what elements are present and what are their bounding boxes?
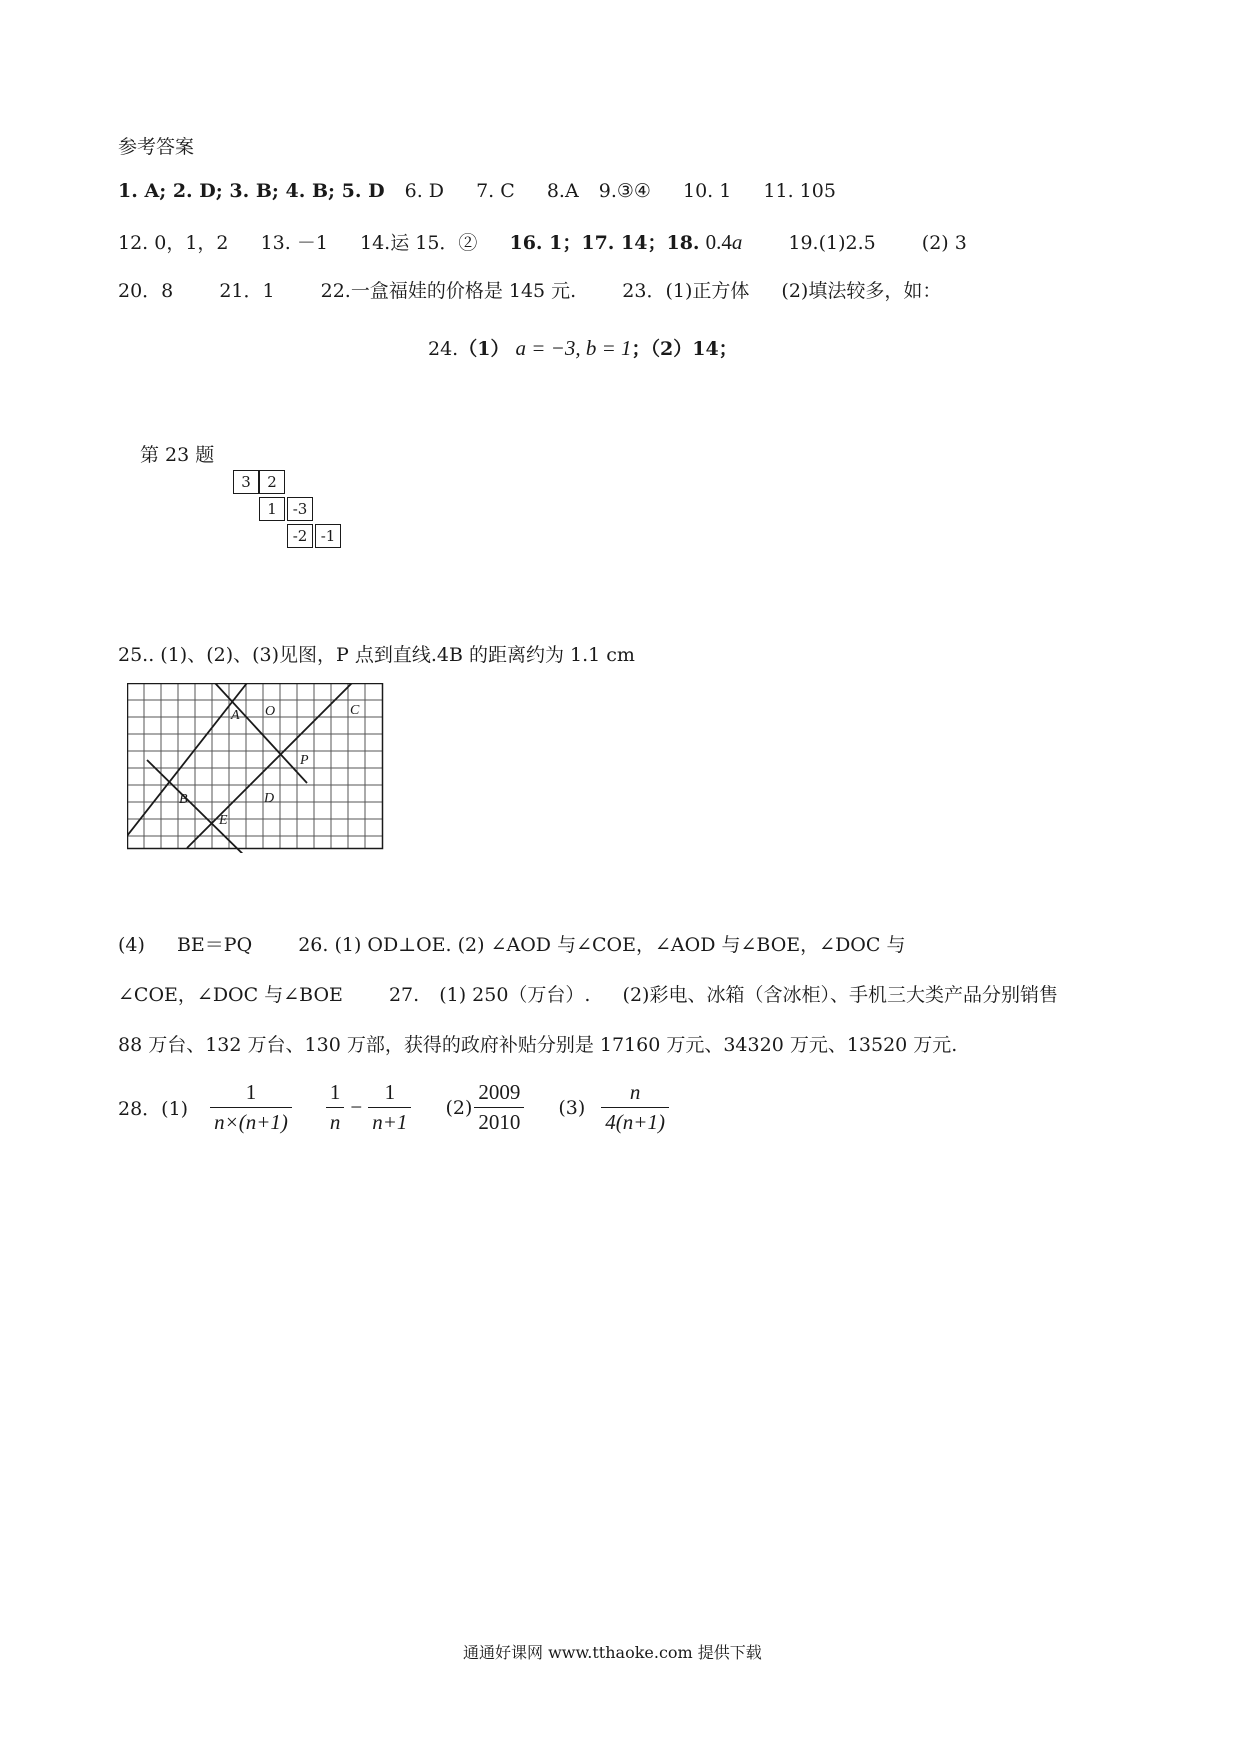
answer-23-2: (2)填法较多，如： [781,280,942,302]
answer-11: 11. 105 [763,180,836,202]
answer-26-cont: ∠COE，∠DOC 与∠BOE [118,984,343,1006]
answer-25-4: BE＝PQ [176,934,253,956]
answers-line-1 [118,180,836,202]
answer-28-part3-label: (3) [558,1096,586,1119]
answer-24-part1-label: （1） [458,338,510,360]
answer-26: 26. (1) OD⊥OE. (2) ∠AOD 与∠COE，∠AOD 与∠BOE，∠DOC 与 [298,934,906,956]
cube-net-cell: -2 [287,524,313,548]
answers-line-4 [428,334,738,361]
page-footer: 通通好课网 www.tthaoke.com 提供下载 [463,1643,762,1662]
answers-16-18: 16. 1；17. 14；18. [509,232,700,254]
answer-26-line [118,930,905,957]
answer-24-equation: a = −3, b = 1 [515,336,632,360]
answers-line-2 [118,228,967,255]
answer-28-prefix: 28．(1) [118,1098,189,1120]
answer-14-15: 14.运 15．② [359,232,478,254]
answer-18-variable: a [731,230,743,254]
cube-net-cell: 1 [259,497,285,521]
fraction-4: $\frac{2009}{2010}$ [474,1080,524,1135]
answer-6: 6. D [404,180,445,202]
answer-19-1: 19.(1)2.5 [788,232,876,254]
cube-net-cell: -3 [287,497,313,521]
answer-21: 21．1 [219,280,275,302]
grid-label-a: A [231,708,240,723]
answers-1-5: 1. A; 2. D; 3. B; 4. B; 5. D [118,180,385,202]
fraction-1: $\frac{1}{n\times(n+1)}$ [210,1080,292,1135]
fraction-5: $\frac{n}{4(n+1)}$ [601,1080,669,1135]
fraction-2: $\frac{1}{n}$ [326,1080,345,1135]
answer-13: 13. －1 [260,232,328,254]
cube-net [233,470,353,554]
answer-10: 10. 1 [683,180,732,202]
answer-28-part2-label: (2) [445,1096,473,1119]
answer-27-1: (1) 250（万台）. [439,984,591,1006]
answer-24-number: 24. [428,338,459,360]
line-through-b-e [147,760,252,853]
fraction-3: $\frac{1}{n+1}$ [368,1080,411,1135]
grid-label-b: B [179,792,188,807]
answer-28 [118,1080,675,1135]
answer-27-number: 27. [388,984,420,1006]
answer-25-4-label: (4) [118,934,145,956]
grid-figure [127,683,387,853]
answer-27-line [118,980,1058,1007]
answer-9: 9.③④ [598,180,651,202]
answer-23-1: 23．(1)正方体 [622,280,750,302]
answer-18-value: 0.4 [705,230,732,254]
grid-label-o: O [265,704,276,719]
answer-27-cont: 88 万台、132 万台、130 万部，获得的政府补贴分别是 17160 万元、34320 万元、13520 万元. [118,1034,958,1056]
answer-25: 25.. (1)、(2)、(3)见图，P 点到直线.4B 的距离约为 1.1 cm [118,644,635,666]
answer-22: 22.一盒福娃的价格是 145 元. [320,280,577,302]
grid-label-p: P [300,753,309,768]
minus-sign: − [350,1095,363,1119]
answer-8: 8.A [546,180,579,202]
answers-line-3 [118,276,941,303]
grid-label-c: C [350,703,360,718]
grid-label-d: D [264,791,275,806]
answer-20: 20．8 [118,280,174,302]
grid-label-e: E [219,813,228,828]
cube-net-cell: 2 [259,470,285,494]
answer-7: 7. C [476,180,515,202]
answer-heading: 参考答案 [118,136,195,158]
q23-label: 第 23 题 [140,444,215,466]
answer-19-2: (2) 3 [921,232,967,254]
answer-27-2: (2)彩电、冰箱（含冰柜）、手机三大类产品分别销售 [622,984,1058,1006]
answer-24-part2: ；（2）14； [631,338,738,360]
cube-net-cell: -1 [315,524,341,548]
cube-net-cell: 3 [233,470,259,494]
answer-12: 12. 0，1，2 [118,232,229,254]
